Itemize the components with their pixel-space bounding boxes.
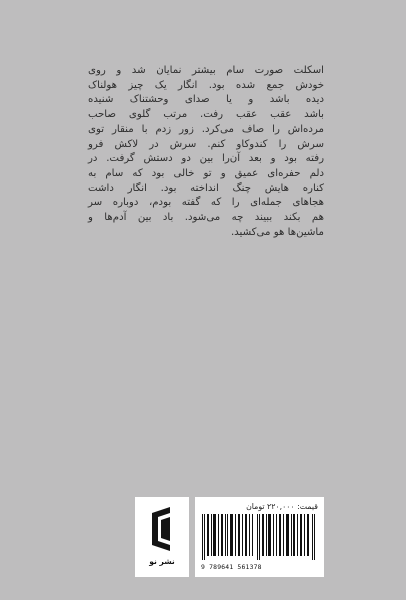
blurb-line: سرش را کندوکاو کنم. سرش در لاکش فرو: [88, 138, 324, 150]
blurb-line: هم بکند ببیند چه می‌شود. باد بین آدم‌ها و: [88, 212, 324, 224]
blurb-line: مرده‌اش را صاف می‌کرد. زور زدم با منقار توی: [88, 123, 324, 135]
blurb-line: دیده باشد و یا صدای وحشتناک شنیده: [88, 94, 324, 106]
isbn-number: 9 789641 561378: [201, 563, 262, 571]
blurb-line: باشد عقب عقب رفت. مرتب گلوی صاحب: [88, 109, 324, 121]
publisher-logo-icon: [148, 507, 176, 551]
price-label: قیمت: ۲۲۰,۰۰۰ تومان: [246, 502, 318, 511]
blurb-line: کناره هایش چنگ انداخته بود. انگار داشت: [88, 182, 324, 194]
publisher-name: نشر نو: [149, 557, 175, 566]
barcode-icon: [200, 514, 319, 560]
blurb-line: اسکلت صورت سام بیشتر نمایان شد و روی: [88, 65, 324, 76]
blurb-text: [88, 64, 324, 240]
blurb-line: خودش جمع شده بود. انگار یک چیز هولناک: [88, 79, 324, 91]
publisher-badge: [135, 497, 189, 577]
blurb-line: دلم حفره‌ای عمیق و تو خالی بود که سام به: [88, 167, 324, 179]
blurb-line: رفته بود و بعد آن‌را بین دو دستش گرفت. در: [88, 153, 324, 165]
blurb-line: ماشین‌ها هو می‌کشید.: [230, 226, 324, 238]
barcode-panel: [195, 497, 324, 577]
blurb-line: هجاهای جمله‌ای را که گفته بودم، دوباره سر: [88, 197, 324, 209]
